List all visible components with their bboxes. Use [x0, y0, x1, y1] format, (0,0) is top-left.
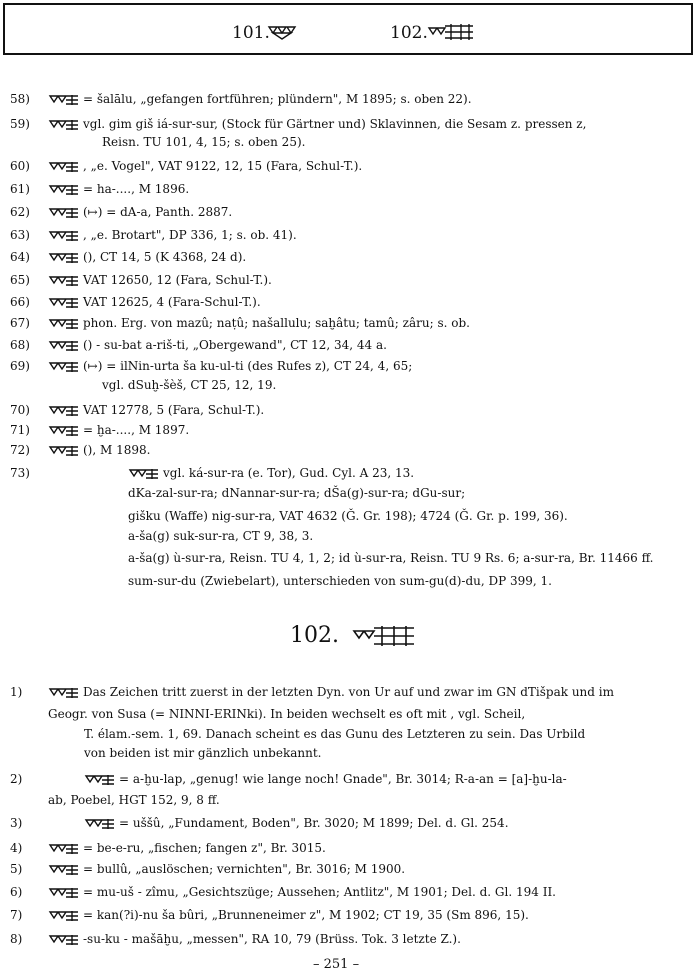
entry-text: = be-e-ru, „fischen; fangen z", Br. 3015.: [83, 841, 326, 855]
cuneiform-sign-icon: [48, 687, 80, 699]
cuneiform-sign-icon: [48, 340, 80, 352]
entry-line: [10, 158, 362, 174]
entry-text: = mu-uš - zîmu, „Gesichtszüge; Aussehen; Antlitz", M 1901; Del. d. Gl. 194 II.: [83, 885, 556, 899]
entry-line: [10, 272, 272, 288]
cuneiform-sign-101-icon: [267, 24, 297, 40]
entry-text: = bullû, „auslöschen; vernichten", Br. 3016; M 1900.: [83, 862, 406, 876]
entry-line: [10, 249, 246, 265]
entry-text: Geogr. von Susa (= NINNI-ERINki). In beiden wechselt es oft mit , vgl. Scheil,: [48, 707, 526, 721]
cuneiform-sign-icon: [48, 207, 80, 219]
entry-text: phon. Erg. von mazû; naṭû; našallulu; saḫâtu; tamû; zâru; s. ob.: [83, 316, 470, 330]
page-number: – 251 –: [313, 957, 360, 972]
cuneiform-sign-102-icon: [427, 22, 475, 42]
header-right-number: 102.: [390, 23, 428, 43]
cuneiform-sign-icon: [128, 468, 160, 480]
cuneiform-sign-icon: [48, 297, 80, 309]
entry-number: 71): [10, 423, 30, 437]
entry-line: [10, 884, 556, 900]
entry-line: [10, 402, 264, 418]
entry-number: 59): [10, 117, 30, 131]
entry-line: [10, 91, 472, 107]
entry-text: (↦) = ilNin-urta ša ku-ul-ti (des Rufes z), CT 24, 4, 65;: [83, 359, 413, 373]
entry-line: [10, 377, 276, 393]
entry-line: [10, 116, 586, 132]
entry-text: = ḫa-...., M 1897.: [83, 423, 190, 437]
cuneiform-sign-icon: [48, 94, 80, 106]
entry-text: = uššû, „Fundament, Boden", Br. 3020; M 1899; Del. d. Gl. 254.: [119, 816, 509, 830]
entry-number: 4): [10, 841, 23, 855]
entry-line: [10, 315, 470, 331]
entry-text: Das Zeichen tritt zuerst in der letzten Dyn. von Ur auf und zwar im GN dTišpak und im: [83, 685, 614, 699]
entry-text: = kan(?i)-nu ša bûri, „Brunneneimer z", M 1902; CT 19, 35 (Sm 896, 15).: [83, 908, 529, 922]
entry-line: [10, 861, 405, 877]
entry-line: [10, 422, 189, 438]
entry-text: a-ša(g) suk-sur-ra, CT 9, 38, 3.: [128, 529, 314, 543]
entry-line: [10, 485, 465, 501]
entry-line: [10, 134, 305, 150]
entry-text: , „e. Brotart", DP 336, 1; s. ob. 41).: [83, 228, 297, 242]
entry-number: 61): [10, 182, 30, 196]
entry-line: [10, 931, 461, 947]
entry-line: [10, 442, 150, 458]
entry-number: 73): [10, 466, 30, 480]
entry-text: -su-ku - mašāḫu, „messen", RA 10, 79 (Brüss. Tok. 3 letzte Z.).: [83, 932, 461, 946]
entry-number: 68): [10, 338, 30, 352]
entry-number: 63): [10, 228, 30, 242]
entry-text: gišku (Waffe) nig-sur-ra, VAT 4632 (Ǧ. Gr. 198); 4724 (Ǧ. Gr. p. 199, 36).: [128, 509, 568, 523]
entry-line: [10, 840, 326, 856]
entry-text: T. élam.-sem. 1, 69. Danach scheint es das Gunu des Letzteren zu sein. Das Urbild: [84, 727, 586, 741]
entry-text: , „e. Vogel", VAT 9122, 12, 15 (Fara, Schul-T.).: [83, 159, 363, 173]
cuneiform-sign-icon: [48, 230, 80, 242]
cuneiform-sign-icon: [84, 774, 116, 786]
entry-text: a-ša(g) ù-sur-ra, Reisn. TU 4, 1, 2; id ù-sur-ra, Reisn. TU 9 Rs. 6; a-sur-ra, Br. 11466 ff.: [128, 551, 654, 565]
cuneiform-sign-icon: [48, 184, 80, 196]
cuneiform-sign-icon: [48, 887, 80, 899]
entry-line: [10, 227, 297, 243]
entry-line: [10, 204, 232, 220]
entry-number: 66): [10, 295, 30, 309]
entry-text: VAT 12778, 5 (Fara, Schul-T.).: [83, 403, 265, 417]
cuneiform-sign-icon: [48, 119, 80, 131]
entry-text: Reisn. TU 101, 4, 15; s. oben 25).: [102, 135, 306, 149]
page-header: [3, 3, 693, 55]
entry-text: VAT 12625, 4 (Fara-Schul-T.).: [83, 295, 261, 309]
entry-text: vgl. dSuḫ-šèš, CT 25, 12, 19.: [102, 378, 277, 392]
cuneiform-sign-icon: [48, 934, 80, 946]
entry-line: [10, 337, 387, 353]
entry-text: vgl. gim giš iá-sur-sur, (Stock für Gärtner und) Sklavinnen, die Sesam z. pressen z,: [83, 117, 587, 131]
entry-text: (), M 1898.: [83, 443, 151, 457]
entry-text: = a-ḫu-lap, „genug! wie lange noch! Gnade", Br. 3014; R-a-an = [a]-ḫu-la-: [119, 772, 567, 786]
cuneiform-sign-icon: [48, 864, 80, 876]
entry-text: () - su-bat a-riš-ti, „Obergewand", CT 12, 34, 44 a.: [83, 338, 387, 352]
header-left-number: 101.: [232, 23, 270, 43]
section-heading-102: [290, 623, 416, 648]
entry-text: sum-sur-du (Zwiebelart), unterschieden von sum-gu(d)-du, DP 399, 1.: [128, 574, 552, 588]
cuneiform-sign-icon: [84, 818, 116, 830]
entry-line: [10, 550, 653, 566]
entry-line: [10, 792, 220, 808]
cuneiform-sign-icon: [48, 425, 80, 437]
entry-text: (), CT 14, 5 (K 4368, 24 d).: [83, 250, 247, 264]
entry-number: 8): [10, 932, 23, 946]
section-number: 102.: [290, 623, 339, 648]
cuneiform-sign-icon: [48, 405, 80, 417]
entry-number: 5): [10, 862, 23, 876]
entry-number: 64): [10, 250, 30, 264]
entry-line: [10, 465, 414, 481]
entry-number: 60): [10, 159, 30, 173]
cuneiform-sign-icon: [48, 910, 80, 922]
cuneiform-sign-icon: [48, 843, 80, 855]
entry-text: = ha-...., M 1896.: [83, 182, 190, 196]
entry-number: 1): [10, 685, 23, 699]
entry-line: [10, 706, 525, 722]
cuneiform-sign-icon: [48, 161, 80, 173]
cuneiform-sign-icon: [48, 252, 80, 264]
entry-line: [10, 815, 509, 831]
entry-number: 7): [10, 908, 23, 922]
entry-line: [10, 508, 568, 524]
entry-text: ab, Poebel, HGT 152, 9, 8 ff.: [48, 793, 220, 807]
entry-text: vgl. ká-sur-ra (e. Tor), Gud. Cyl. A 23, 13.: [163, 466, 415, 480]
entry-number: 72): [10, 443, 30, 457]
entry-line: [10, 745, 321, 761]
entry-number: 2): [10, 772, 23, 786]
entry-text: dKa-zal-sur-ra; dNannar-sur-ra; dŠa(g)-sur-ra; dGu-sur;: [128, 486, 466, 500]
entry-number: 3): [10, 816, 23, 830]
cuneiform-sign-icon: [48, 445, 80, 457]
cuneiform-sign-icon: [48, 275, 80, 287]
entry-number: 62): [10, 205, 30, 219]
entry-line: [10, 907, 529, 923]
entry-text: VAT 12650, 12 (Fara, Schul-T.).: [83, 273, 272, 287]
entry-number: 65): [10, 273, 30, 287]
cuneiform-sign-102-icon: [352, 624, 416, 648]
entry-text: (↦) = dA-a, Panth. 2887.: [83, 205, 233, 219]
entry-line: [10, 528, 313, 544]
entry-number: 69): [10, 359, 30, 373]
entry-line: [10, 726, 585, 742]
entry-text: = šalālu, „gefangen fortführen; plündern", M 1895; s. oben 22).: [83, 92, 472, 106]
entry-line: [10, 181, 189, 197]
entry-number: 70): [10, 403, 30, 417]
entry-number: 6): [10, 885, 23, 899]
entry-line: [10, 684, 614, 700]
entry-line: [10, 573, 552, 589]
cuneiform-sign-icon: [48, 361, 80, 373]
entry-line: [10, 294, 261, 310]
entry-number: 67): [10, 316, 30, 330]
entry-line: [10, 358, 412, 374]
entry-line: [10, 771, 567, 787]
entry-text: von beiden ist mir gänzlich unbekannt.: [84, 746, 322, 760]
entry-number: 58): [10, 92, 30, 106]
cuneiform-sign-icon: [48, 318, 80, 330]
